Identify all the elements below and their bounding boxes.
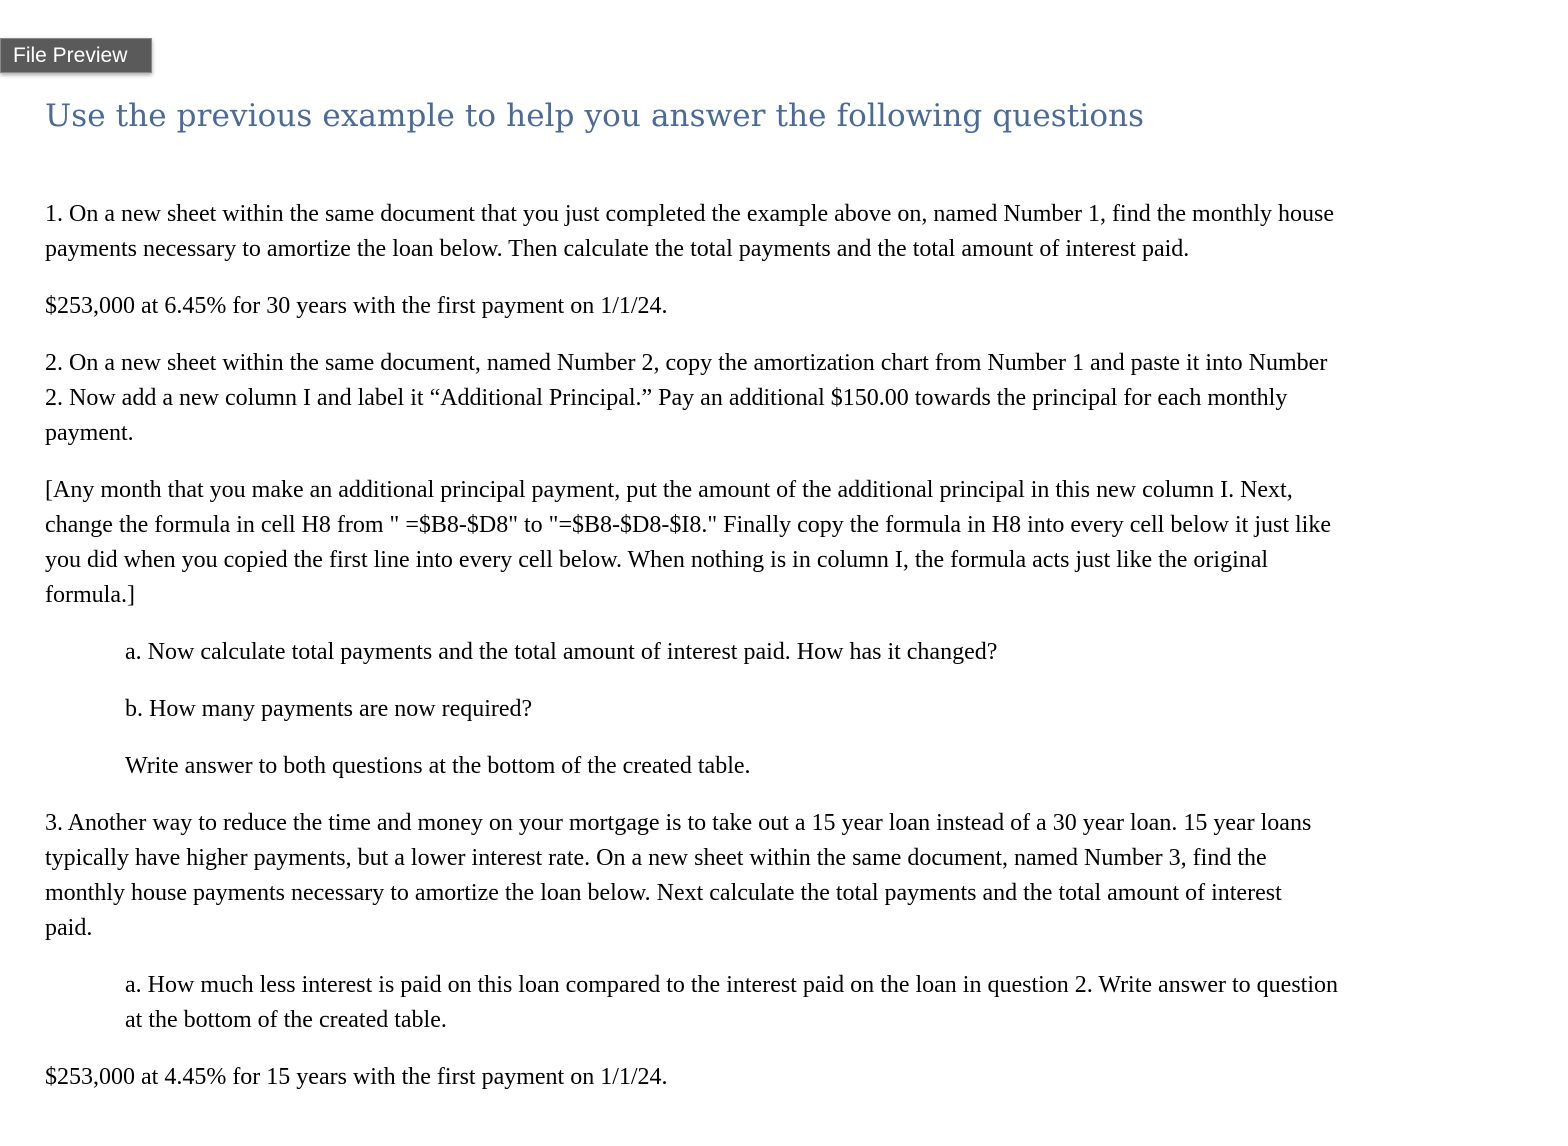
question-2-part-a: a. Now calculate total payments and the total amount of interest paid. How has it changed?: [125, 639, 998, 665]
question-3-line-3: monthly house payments necessary to amortize the loan below. Next calculate the total payments and the total amount of interest: [45, 880, 1282, 906]
question-3-line-4: paid.: [45, 915, 93, 941]
question-3-part-a-line-2: at the bottom of the created table.: [125, 1007, 447, 1033]
question-1-line-2: payments necessary to amortize the loan below. Then calculate the total payments and the total amount of interest paid.: [45, 236, 1190, 262]
question-2-note: [45, 473, 1485, 613]
question-2-line-1: 2. On a new sheet within the same document, named Number 2, copy the amortization chart from Number 1 and paste it into Number: [45, 350, 1328, 376]
question-2-part-b: b. How many payments are now required?: [125, 696, 533, 722]
question-2: [45, 346, 1485, 451]
question-2-line-3: payment.: [45, 420, 134, 446]
question-3-part-a: [125, 968, 1485, 1038]
page-heading: Use the previous example to help you answer the following questions: [45, 98, 1145, 134]
question-3-line-1: 3. Another way to reduce the time and money on your mortgage is to take out a 15 year loan instead of a 30 year loan. 15 year loans: [45, 810, 1312, 836]
file-preview-badge: File Preview: [0, 38, 152, 73]
question-2-note-line-3: you did when you copied the first line into every cell below. When nothing is in column I, the formula acts just like the original: [45, 547, 1269, 573]
question-3-part-a-line-1: a. How much less interest is paid on this loan compared to the interest paid on the loan in question 2. Write answer to question: [125, 972, 1339, 998]
question-2-note-line-2: change the formula in cell H8 from " =$B8-$D8" to "=$B8-$D8-$I8." Finally copy the formula in H8 into every cell below it just like: [45, 512, 1331, 538]
question-1-line-1: 1. On a new sheet within the same document that you just completed the example above on, named Number 1, find the monthly house: [45, 201, 1335, 227]
question-3: [45, 806, 1485, 946]
document-body: [45, 197, 1485, 1117]
question-2-line-2: 2. Now add a new column I and label it “Additional Principal.” Pay an additional $150.00 towards the principal for each monthly: [45, 385, 1288, 411]
question-1: [45, 197, 1485, 267]
question-2-instruction: Write answer to both questions at the bottom of the created table.: [125, 753, 751, 779]
question-1-loan: $253,000 at 6.45% for 30 years with the first payment on 1/1/24.: [45, 293, 668, 319]
question-2-note-line-4: formula.]: [45, 582, 135, 608]
question-2-note-line-1: [Any month that you make an additional principal payment, put the amount of the additional principal in this new column I. Next,: [45, 477, 1293, 503]
question-3-line-2: typically have higher payments, but a lower interest rate. On a new sheet within the same document, named Number 3, find the: [45, 845, 1267, 871]
question-3-loan: $253,000 at 4.45% for 15 years with the first payment on 1/1/24.: [45, 1064, 668, 1090]
